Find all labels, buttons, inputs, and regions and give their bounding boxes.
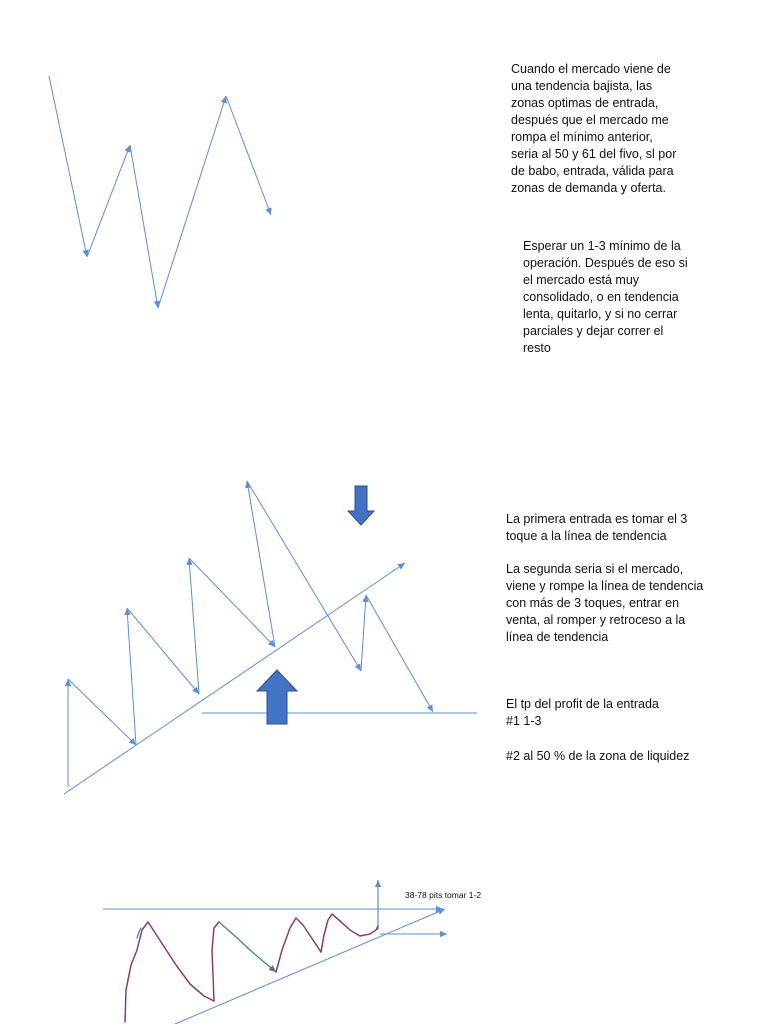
note-entry-zones: Cuando el mercado viene de una tendencia bajista, las zonas optimas de entrada, después que el mercado me rompa el mínimo anterior, seria al 50 y 61 del fivo, sl por de babo, entrada, válida para zonas de demanda y oferta. bbox=[511, 62, 677, 195]
note-second-entry: La segunda seria si el mercado, viene y rompe la línea de tendencia con más de 3 toques, entrar en venta, al romper y retroceso a la línea de tendencia bbox=[506, 562, 704, 644]
hand-drawn-price-path bbox=[219, 922, 276, 972]
zigzag-leg bbox=[130, 145, 158, 308]
note-take-profit-2: #2 al 50 % de la zona de liquidez bbox=[506, 749, 690, 763]
hand-drawn-price-path bbox=[212, 922, 219, 1001]
hand-drawn-price-path bbox=[276, 918, 321, 972]
price-leg bbox=[189, 558, 199, 694]
price-leg bbox=[361, 595, 366, 671]
note-first-entry: La primera entrada es tomar el 3 toque a la línea de tendencia bbox=[506, 512, 688, 543]
trendline-diagram bbox=[64, 481, 477, 794]
pips-target-label: 38-78 pits tomar 1-2 bbox=[405, 890, 482, 900]
price-leg bbox=[366, 595, 433, 712]
note-trade-management: Esperar un 1-3 mínimo de la operación. Después de eso si el mercado está muy consolidado, o en tendencia lenta, quitarlo, y si no cerrar parciales y dejar correr el resto bbox=[523, 239, 688, 355]
zigzag-leg bbox=[158, 96, 226, 308]
zigzag-leg bbox=[49, 76, 87, 257]
hand-drawn-price-path bbox=[125, 922, 214, 1022]
zigzag-leg bbox=[226, 96, 271, 215]
zigzag-diagram-downtrend bbox=[49, 76, 271, 308]
ascending-triangle-diagram bbox=[103, 880, 447, 1024]
price-leg bbox=[127, 608, 199, 694]
price-leg bbox=[68, 679, 136, 745]
zigzag-leg bbox=[87, 145, 130, 257]
up-block-arrow-icon bbox=[257, 670, 297, 724]
price-leg bbox=[247, 481, 361, 671]
note-take-profit: El tp del profit de la entrada #1 1-3 bbox=[506, 697, 659, 728]
price-leg bbox=[127, 608, 136, 745]
down-block-arrow-icon bbox=[348, 486, 374, 525]
trend-line bbox=[64, 563, 405, 794]
hand-drawn-price-path bbox=[321, 914, 378, 952]
